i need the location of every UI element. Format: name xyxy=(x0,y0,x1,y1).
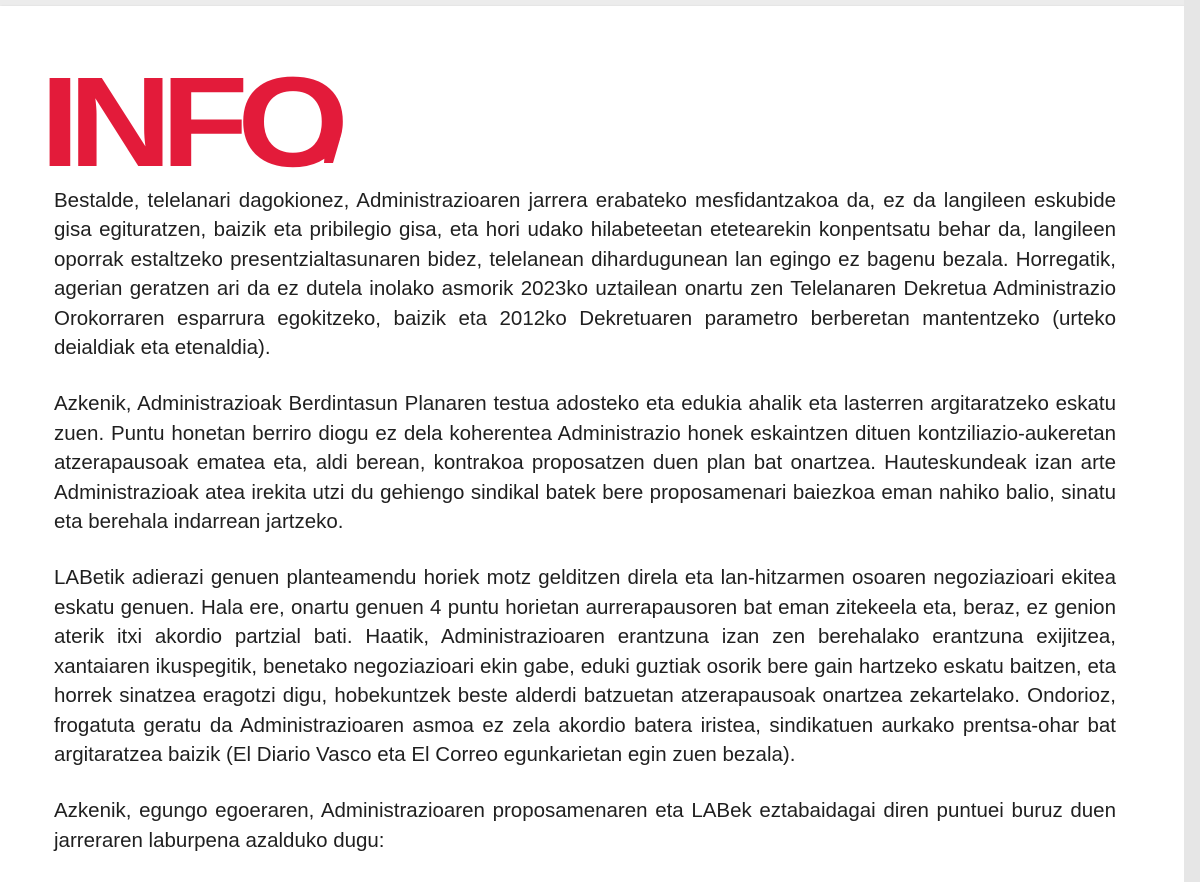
paragraph-equality-plan: Azkenik, Administrazioak Berdintasun Planaren testua adosteko eta edukia ahalik eta lasterren argitaratzeko eskatu zuen. Puntu honetan berriro diogu ez dela koherentea Administrazio honek eskaintzen dituen kontziliazio-aukeretan atzerapausoak ematea eta, aldi berean, kontrakoa proposatzen duen plan bat onartzea. Hauteskundeak izan arte Administrazioak atea irekita utzi du gehiengo sindikal batek bere proposamenari baiezkoa eman nahiko balio, sinatu eta berehala indarrean jartzeko. xyxy=(54,392,1116,534)
document-body xyxy=(54,186,1116,882)
viewer-gutter xyxy=(1184,0,1200,882)
paragraph-lab-position: LABetik adierazi genuen planteamendu horiek motz gelditzen direla eta lan-hitzarmen osoaren negoziazioari ekitea eskatu genuen. Hala ere, onartu genuen 4 puntu horietan aurrerapausoren bat eman zitekeela eta, beraz, ez genion aterik itxi akordio partzial bati. Haatik, Administrazioaren erantzuna izan zen berehalako erantzuna exijitzea, xantaiaren ikuspegitik, benetako negoziazioari ekin gabe, eduki guztiak osorik bere gain hartzeko eskatu baitzen, eta horrek sinatzea eragotzi digu, hobekuntzek beste alderdi batzuetan atzerapausoak onartzea zekartelako. Ondorioz, frogatuta geratu da Administrazioaren asmoa ez zela akordio batera iristea, sindikatuen aurkako prentsa-ohar bat argitaratzea baizik (El Diario Vasco eta El Correo egunkarietan egin zuen bezala). xyxy=(54,566,1116,766)
paragraph-summary-intro: Azkenik, egungo egoeraren, Administrazioaren proposamenaren eta LABek eztabaidagai diren puntuei buruz duen jarreraren laburpena azalduko dugu: xyxy=(54,799,1116,852)
paragraph-telework: Bestalde, telelanari dagokionez, Administrazioaren jarrera erabateko mesfidantzakoa da, ez da langileen eskubide gisa egituratzen, baizik eta pribilegio gisa, eta hori udako hilabeteetan etetearekin konpentsatu behar da, langileen oporrak estaltzeko presentzialtasunaren bidez, telelanean dihardugunean lan egingo ez bagenu bezala. Horregatik, agerian geratzen ari da ez dutela inolako asmorik 2023ko uztailean onartu zen Telelanaren Dekretua Administrazio Orokorraren esparrura egokitzeko, baizik eta 2012ko Dekretuaren parametro berberetan mantentzeko (urteko deialdiak eta etenaldia). xyxy=(54,189,1116,360)
logo-text: INFO xyxy=(40,51,338,194)
document-page xyxy=(0,6,1184,882)
info-logo xyxy=(40,51,342,194)
